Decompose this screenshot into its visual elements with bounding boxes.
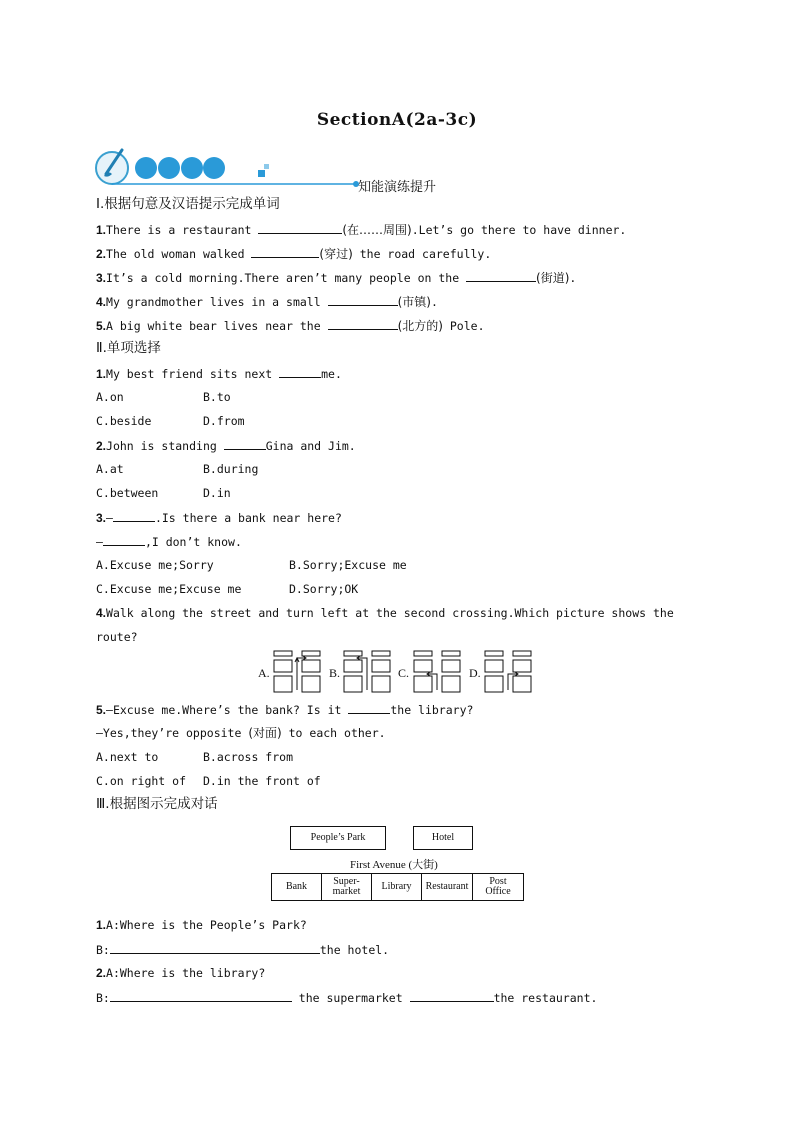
s3-q2-a: 2.A:Where is the library? <box>96 966 266 980</box>
answer-blank[interactable] <box>113 509 155 522</box>
map-post-office: Post Office <box>472 873 524 901</box>
option[interactable]: D.Sorry;OK <box>289 582 359 596</box>
route-picture-b[interactable] <box>343 650 393 694</box>
answer-blank[interactable] <box>348 701 390 714</box>
banner-label: 知能演练提升 <box>358 180 437 195</box>
option[interactable]: A.at <box>96 462 124 476</box>
option[interactable]: B.Sorry;Excuse me <box>289 558 407 572</box>
answer-blank[interactable] <box>466 269 536 282</box>
s3-q2-b: B: the supermarket the restaurant. <box>96 991 598 1005</box>
answer-blank[interactable] <box>110 941 320 954</box>
map-restaurant: Restaurant <box>421 873 473 901</box>
answer-blank[interactable] <box>328 293 398 306</box>
section1-heading: Ⅰ.根据句意及汉语提示完成单词 <box>96 196 280 212</box>
answer-blank[interactable] <box>110 989 292 1002</box>
pic-label[interactable]: B. <box>329 666 341 680</box>
map-library: Library <box>371 873 422 901</box>
pic-label[interactable]: A. <box>258 666 270 680</box>
s3-q1-b: B: the hotel. <box>96 943 390 957</box>
option[interactable]: A.on <box>96 390 124 404</box>
option[interactable]: C.on right of <box>96 774 187 788</box>
answer-blank[interactable] <box>224 437 266 450</box>
option[interactable]: A.Excuse me;Sorry <box>96 558 214 572</box>
s1-item-4: 4.My grandmother lives in a small (市镇). <box>96 295 438 309</box>
s2-q2: 2.John is standing Gina and Jim. <box>96 439 356 453</box>
option[interactable]: B.across from <box>203 750 294 764</box>
option[interactable]: D.in the front of <box>203 774 321 788</box>
option[interactable]: C.between <box>96 486 159 500</box>
s1-item-2: 2.The old woman walked (穿过) the road carefully. <box>96 247 492 261</box>
map-peoples-park: People’s Park <box>290 826 386 850</box>
option[interactable]: A.next to <box>96 750 159 764</box>
section2-heading: Ⅱ.单项选择 <box>96 340 161 356</box>
route-picture-a[interactable] <box>273 650 323 694</box>
section3-heading: Ⅲ.根据图示完成对话 <box>96 796 218 812</box>
s2-q4-line2: route? <box>96 630 138 644</box>
s1-item-5: 5.A big white bear lives near the (北方的) Pole. <box>96 319 485 333</box>
route-picture-c[interactable] <box>413 650 463 694</box>
map-supermarket: Super- market <box>321 873 372 901</box>
option[interactable]: B.during <box>203 462 259 476</box>
s3-q1-a: 1.A:Where is the People’s Park? <box>96 918 307 932</box>
answer-blank[interactable] <box>410 989 494 1002</box>
s2-q5-line2: —Yes,they’re opposite (对面) to each other. <box>96 726 386 740</box>
answer-blank[interactable] <box>251 245 319 258</box>
map-bank: Bank <box>271 873 322 901</box>
s2-q1: 1.My best friend sits next me. <box>96 367 342 381</box>
s2-q3-line1: 3.— .Is there a bank near here? <box>96 511 342 525</box>
answer-blank[interactable] <box>279 365 321 378</box>
s1-item-3: 3.It’s a cold morning.There aren’t many people on the (街道). <box>96 271 577 285</box>
option[interactable]: C.Excuse me;Excuse me <box>96 582 242 596</box>
option[interactable]: C.beside <box>96 414 152 428</box>
page-title: SectionA(2a-3c) <box>316 110 478 130</box>
s2-q3-line2: — ,I don’t know. <box>96 535 242 549</box>
route-picture-d[interactable] <box>484 650 534 694</box>
brush-icon <box>96 150 128 184</box>
option[interactable]: D.in <box>203 486 231 500</box>
map-avenue-label: First Avenue (大街) <box>350 859 438 871</box>
pic-label[interactable]: C. <box>398 666 410 680</box>
pic-label[interactable]: D. <box>469 666 481 680</box>
s1-item-1: 1.There is a restaurant (在……周围).Let’s go there to have dinner. <box>96 223 627 237</box>
answer-blank[interactable] <box>103 533 145 546</box>
map-hotel: Hotel <box>413 826 473 850</box>
answer-blank[interactable] <box>258 221 342 234</box>
answer-blank[interactable] <box>328 317 398 330</box>
s2-q4-line1: 4.Walk along the street and turn left at the second crossing.Which picture shows the <box>96 606 674 620</box>
option[interactable]: D.from <box>203 414 245 428</box>
s2-q5-line1: 5.—Excuse me.Where’s the bank? Is it the library? <box>96 703 474 717</box>
option[interactable]: B.to <box>203 390 231 404</box>
